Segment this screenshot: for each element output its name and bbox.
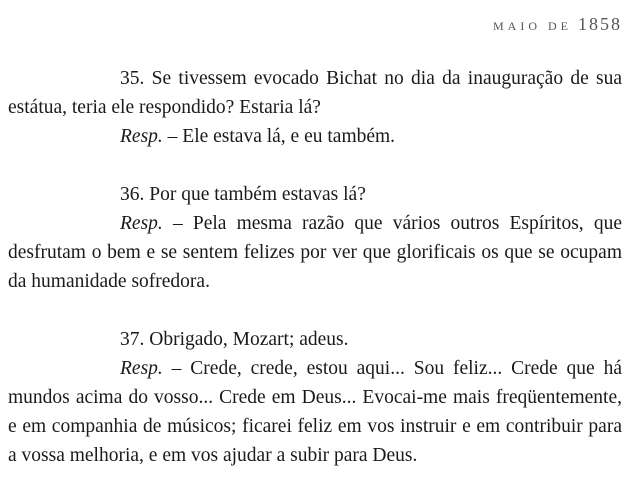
qa-block-36 <box>8 180 622 296</box>
resp-label: Resp. <box>120 213 163 234</box>
header-year: 1858 <box>578 14 622 34</box>
question-35: 35. Se tivessem evocado Bichat no dia da inauguração de sua estátua, teria ele respondido? Estaria lá? <box>8 68 622 118</box>
question-36: 36. Por que também estavas lá? <box>120 184 366 205</box>
qa-block-37 <box>8 325 622 470</box>
response-37 <box>8 354 622 470</box>
page-body <box>8 64 622 470</box>
answer-35: – Ele estava lá, e eu também. <box>162 126 396 147</box>
resp-label: Resp. <box>120 358 163 379</box>
question-37: 37. Obrigado, Mozart; adeus. <box>120 329 349 350</box>
resp-label: Resp. <box>120 126 163 147</box>
answer-36: – Pela mesma razão que vários outros Espíritos, que desfrutam o bem e se sentem felizes por ver que glorificais os que se ocupam da humanidade sofredora. <box>8 213 622 292</box>
response-35 <box>8 122 622 151</box>
running-header <box>493 14 622 35</box>
qa-block-35 <box>8 64 622 151</box>
response-36 <box>8 209 622 296</box>
answer-37: – Crede, crede, estou aqui... Sou feliz... Crede que há mundos acima do vosso... Crede em Deus... Evocai-me mais freqüentemente, e em companhia de músicos; ficarei feliz em vos instruir e em contribuir para a vossa melhoria, e em vos ajudar a subir para Deus. <box>8 358 622 466</box>
header-month: MAIO DE <box>493 19 572 33</box>
